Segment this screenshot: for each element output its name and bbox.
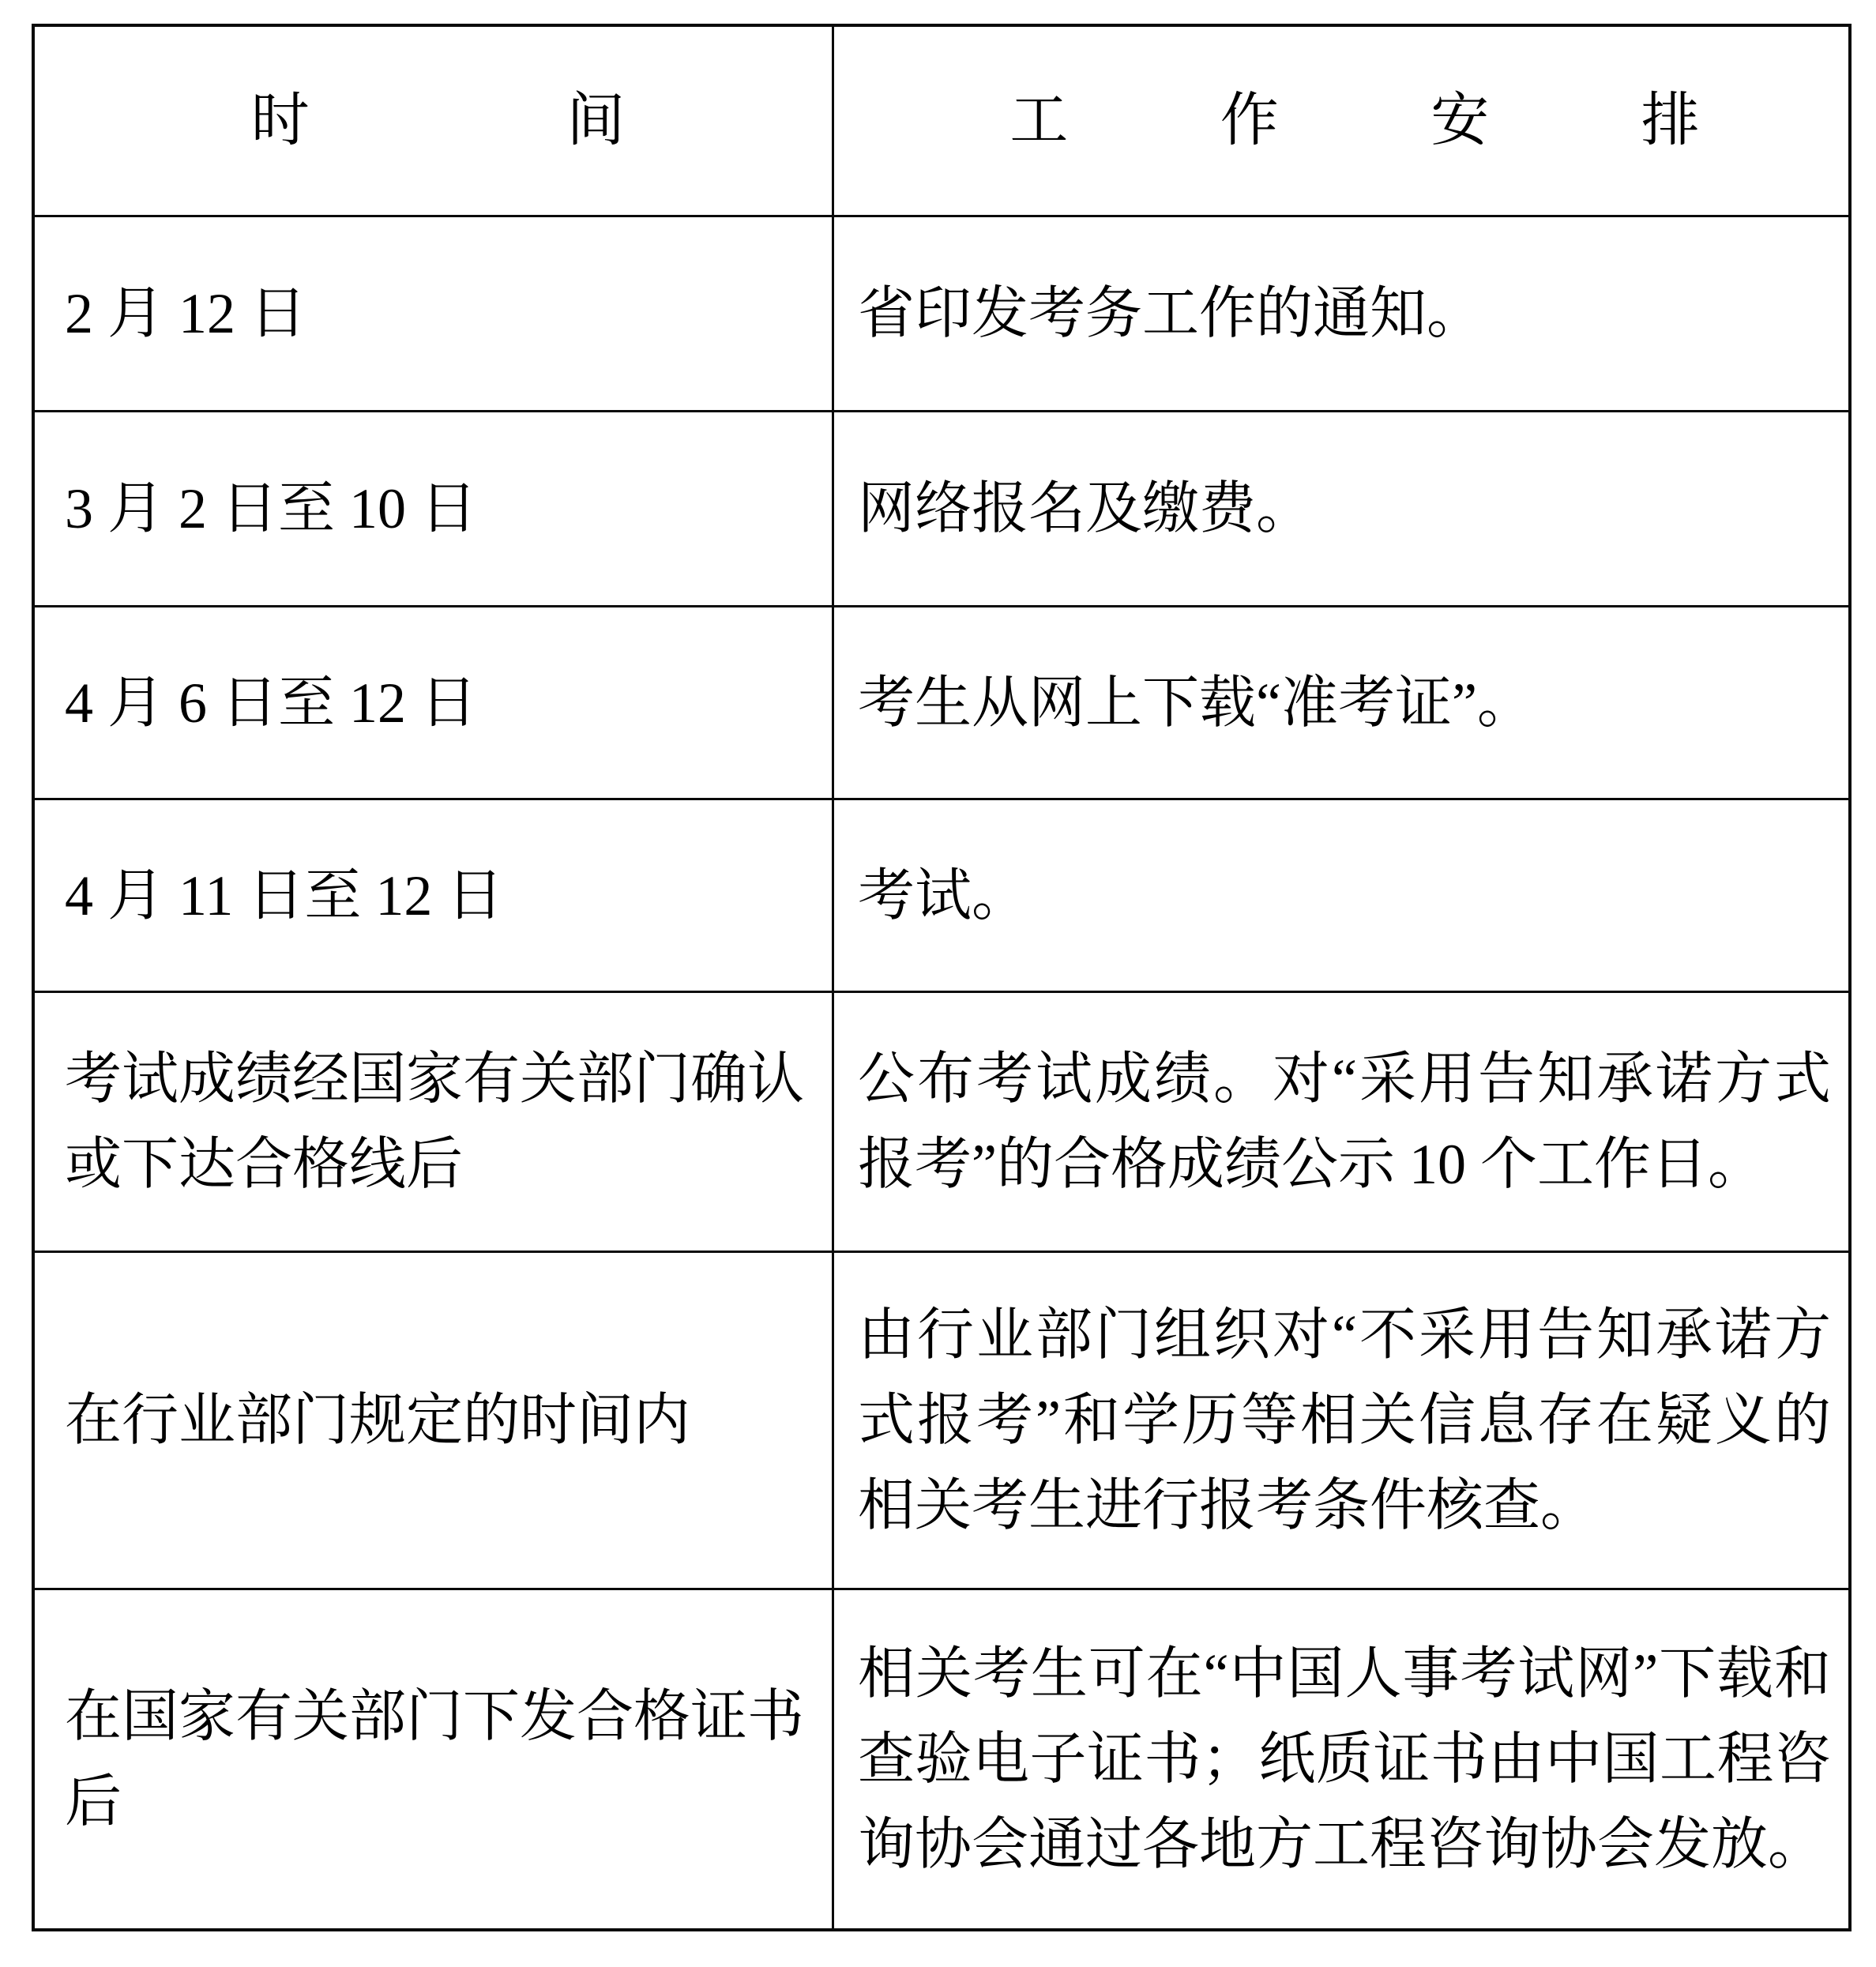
task-text: 考试。 <box>858 863 1029 927</box>
time-cell <box>35 800 834 991</box>
time-cell <box>35 412 834 605</box>
task-text: 网络报名及缴费。 <box>858 477 1314 540</box>
table-row <box>35 410 1848 605</box>
table-row <box>35 991 1848 1251</box>
header-time-label: 时间 <box>250 88 882 153</box>
time-text: 2 月 12 日 <box>65 282 307 345</box>
table-row <box>35 605 1848 798</box>
task-text: 考生从网上下载“准考证”。 <box>858 671 1534 735</box>
time-text: 4 月 6 日至 12 日 <box>65 671 478 735</box>
task-cell <box>834 1590 1848 1928</box>
task-cell <box>834 412 1848 605</box>
time-cell <box>35 217 834 410</box>
task-text: 省印发考务工作的通知。 <box>858 282 1484 345</box>
time-text: 在行业部门规定的时间内 <box>65 1389 691 1452</box>
task-cell <box>834 1253 1848 1588</box>
time-cell <box>35 1590 834 1928</box>
task-cell <box>834 993 1848 1251</box>
table-header-row <box>35 27 1852 215</box>
task-cell <box>834 607 1848 798</box>
time-cell <box>35 993 834 1251</box>
task-text: 由行业部门组织对“不采用告知承诺方式报考”和学历等相关信息存在疑义的相关考生进行报考条件核查。 <box>858 1303 1831 1537</box>
header-cell-time <box>35 27 882 215</box>
table-row <box>35 1588 1848 1928</box>
task-text: 相关考生可在“中国人事考试网”下载和查验电子证书；纸质证书由中国工程咨询协会通过各地方工程咨询协会发放。 <box>858 1642 1831 1876</box>
task-cell <box>834 800 1848 991</box>
task-cell <box>834 217 1848 410</box>
time-cell <box>35 1253 834 1588</box>
task-text: 公布考试成绩。对“采用告知承诺方式报考”的合格成绩公示 10 个工作日。 <box>858 1047 1831 1196</box>
header-cell-task <box>834 27 1869 215</box>
time-text: 3 月 2 日至 10 日 <box>65 477 478 540</box>
exam-schedule-table <box>32 24 1852 1931</box>
table-row <box>35 1251 1848 1588</box>
table-row <box>35 215 1848 410</box>
time-text: 考试成绩经国家有关部门确认或下达合格线后 <box>65 1047 805 1196</box>
table-row <box>35 798 1848 991</box>
header-task-label: 工作安排 <box>1009 88 1852 153</box>
time-text: 在国家有关部门下发合格证书后 <box>65 1685 805 1833</box>
time-cell <box>35 607 834 798</box>
time-text: 4 月 11 日至 12 日 <box>65 863 504 927</box>
